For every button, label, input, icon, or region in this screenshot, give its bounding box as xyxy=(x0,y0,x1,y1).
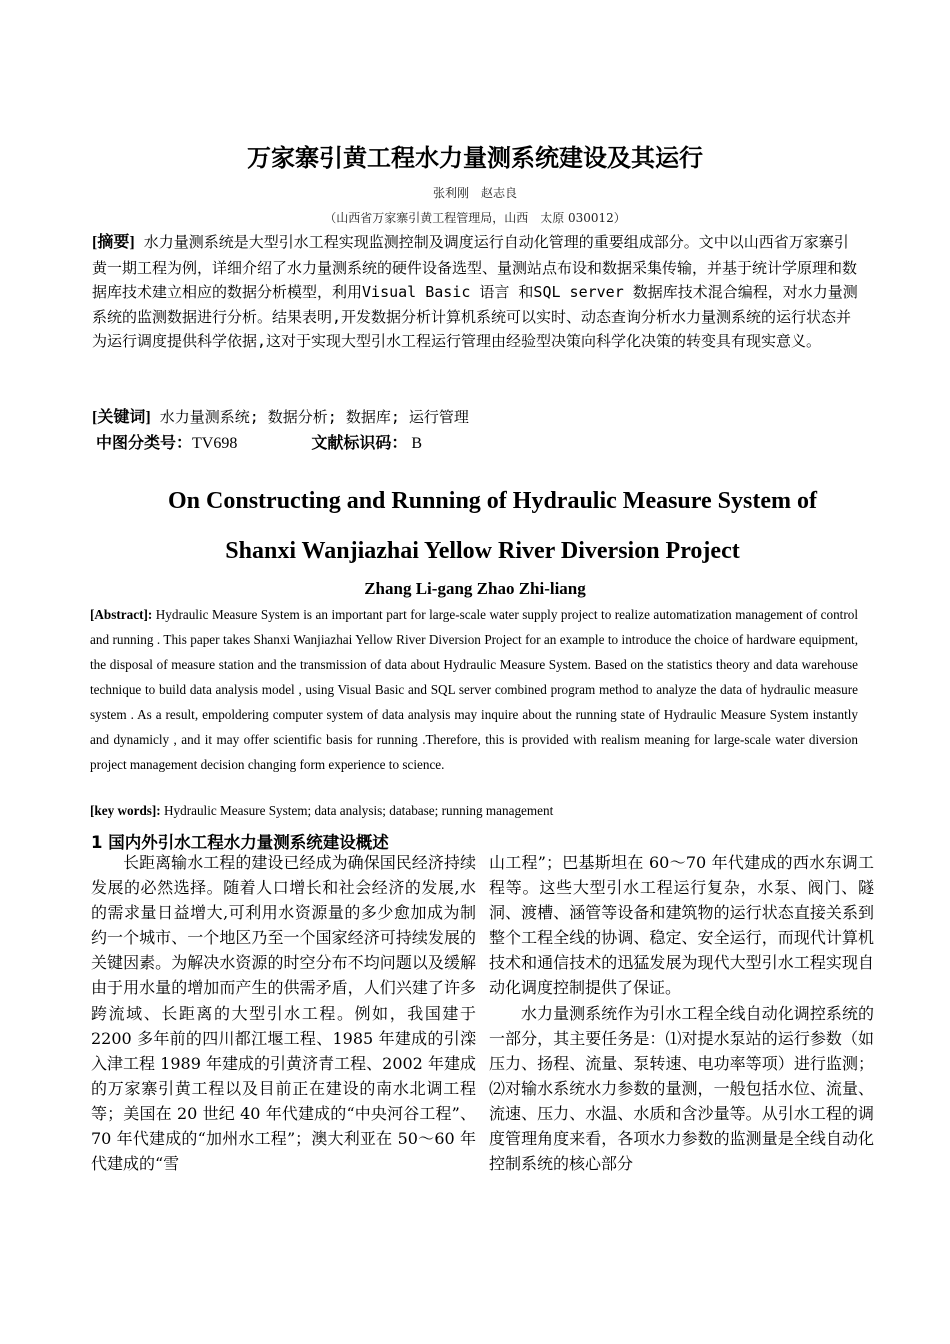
english-authors: Zhang Li-gang Zhao Zhi-liang xyxy=(364,579,586,598)
body-paragraph: 长距离输水工程的建设已经成为确保国民经济持续发展的必然选择。随着人口增长和社会经济的发展,水的需求量日益增大,可利用水资源量的多少愈加成为制约一个城市、一个地区乃至一个国家经济可持续发展的关键因素。为解决水资源的时空分布不均问题以及缓解由于用水量的增加而产生的供需矛盾，人们兴建了许多跨流域、长距离的大型引水工程。例如，我国建于 2200 多年前的四川都江堰工程、1985 年建成的引滦入津工程 1989 年建成的引黄济青工程、2002 年建成的万家寨引黄工程以及目前正在建设的南水北调工程等；美国在 20 世纪 40 年代建成的“中央河谷工程”、70 年代建成的“加州水工程”；澳大利亚在 50～60 年代建成的“雪 xyxy=(91,853,476,1174)
doc-code-value: B xyxy=(411,435,423,452)
chinese-affiliation: （山西省万家寨引黄工程管理局，山西 太原 030012） xyxy=(324,211,626,225)
chinese-abstract-label: [摘要] xyxy=(92,234,135,251)
section-heading: 1 国内外引水工程水力量测系统建设概述 xyxy=(91,833,389,852)
english-abstract xyxy=(90,602,858,777)
chinese-authors: 张利刚 赵志良 xyxy=(432,186,517,200)
english-title-line2: Shanxi Wanjiazhai Yellow River Diversion Project xyxy=(225,538,740,564)
english-title-line1: On Constructing and Running of Hydraulic Measure System of xyxy=(168,488,817,514)
body-column-left xyxy=(91,850,476,1176)
body-column-right xyxy=(489,850,874,1176)
chinese-abstract xyxy=(92,230,860,354)
body-paragraph: 水力量测系统作为引水工程全线自动化调控系统的一部分，其主要任务是：⑴对提水泵站的运行参数（如压力、扬程、流量、泵转速、电功率等项）进行监测；⑵对输水系统水力参数的量测，一般包括水位、流量、流速、压力、水温、水质和含沙量等。从引水工程的调度管理角度来看，各项水力参数的监测量是全线自动化控制系统的核心部分 xyxy=(489,1003,874,1174)
classification-line xyxy=(96,430,864,453)
body-paragraph: 山工程”；巴基斯坦在 60～70 年代建成的西水东调工程等。这些大型引水工程运行复杂，水泵、阀门、隧洞、渡槽、涵管等设备和建筑物的运行状态直接关系到整个工程全线的协调、稳定、安全运行，而现代计算机技术和通信技术的迅猛发展为现代大型引水工程实现自动化调度控制提供了保证。 xyxy=(489,853,874,998)
doc-code-label: 文献标识码： xyxy=(311,435,408,452)
english-abstract-text: Hydraulic Measure System is an important part for large-scale water supply project to realize automatization management of control and running . This paper takes Shanxi Wanjiazhai Yellow River Diversion Project for an example to introduce the choice of hardware equipment, the disposal of measure station and the transmission of data about Hydraulic Measure System. Based on the statistics theory and data warehouse technique to build data analysis model , using Visual Basic and SQL server combined program method to analyze the data of hydraulic measure system . As a result, empoldering computer system of data analysis may inquire about the running state of Hydraulic Measure System instantly and dynamicly , and it may offer scientific basis for running .Therefore, this is provided with realism meaning for large-scale water diversion project management decision changing form experience to science. xyxy=(90,607,858,772)
english-keywords-label: [key words]: xyxy=(90,803,161,818)
class-number-value: TV698 xyxy=(192,435,238,452)
class-number-label: 中图分类号： xyxy=(96,435,193,452)
english-keywords-text: Hydraulic Measure System; data analysis; database; running management xyxy=(160,803,554,818)
chinese-abstract-text: 水力量测系统是大型引水工程实现监测控制及调度运行自动化管理的重要组成部分。文中以山西省万家寨引黄一期工程为例，详细介绍了水力量测系统的硬件设备选型、量测站点布设和数据采集传输，并基于统计学原理和数据库技术建立相应的数据分析模型，利用Visual Basic 语言 和SQL server 数据库技术混合编程，对水力量测系统的监测数据进行分析。结果表明,开发数据分析计算机系统可以实时、动态查询分析水力量测系统的运行状态并为运行调度提供科学依据,这对于实现大型引水工程运行管理由经验型决策向科学化决策的转变具有现实意义。 xyxy=(92,233,858,350)
chinese-keywords xyxy=(92,404,860,427)
chinese-title: 万家寨引黄工程水力量测系统建设及其运行 xyxy=(247,144,703,172)
chinese-keywords-text: 水力量测系统; 数据分析; 数据库; 运行管理 xyxy=(150,408,469,426)
english-keywords xyxy=(90,803,858,819)
chinese-keywords-label: [关键词] xyxy=(92,409,151,426)
english-abstract-label: [Abstract]: xyxy=(90,607,153,622)
